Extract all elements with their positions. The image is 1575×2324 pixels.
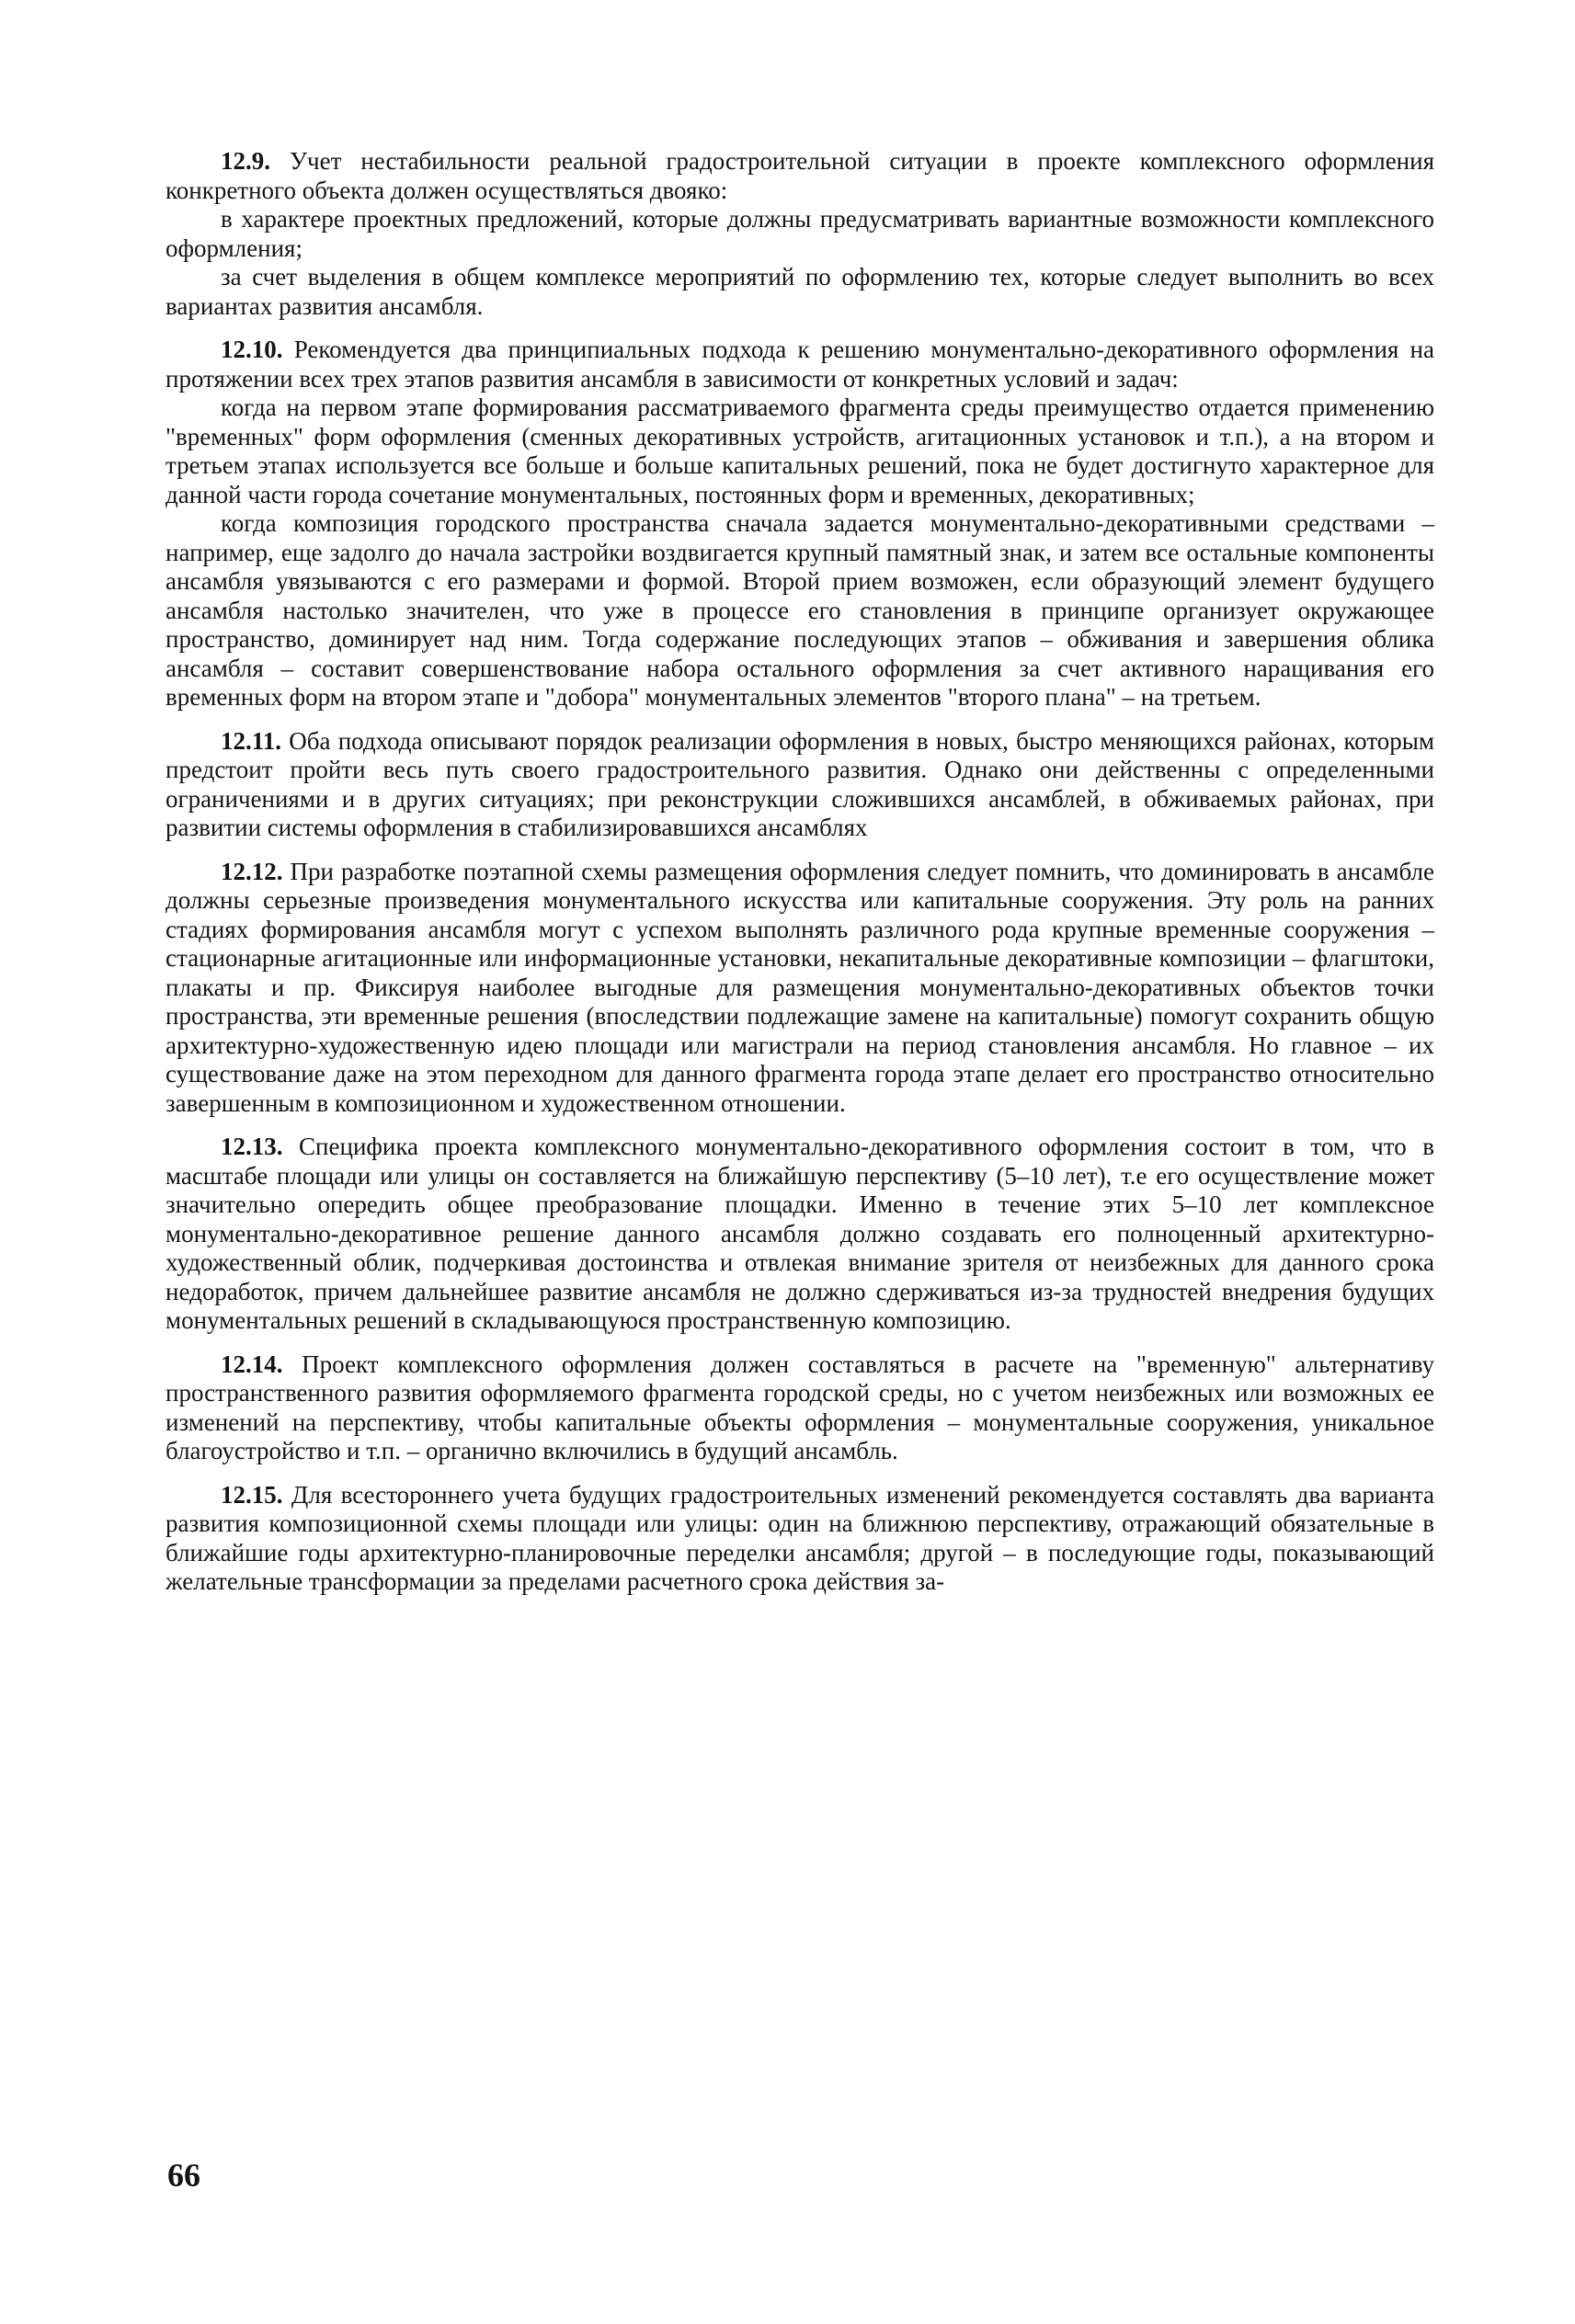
paragraph-text: когда композиция городского пространства сначала задается монументально-декоративными средствами – например, еще задолго до начала застройки воздвигается крупный памятный знак, и затем все остальные компоненты ансамбля увязываются с его размерами и формой. Второй прием возможен, если образующий элемент будущего ансамбля настолько значителен, что уже в процессе его становления в принципе организует окружающее пространство, доминирует над ним. Тогда содержание последующих этапов – обживания и завершения облика ансамбля – составит совершенствование набора остального оформления за счет активного наращивания его временных форм на втором этапе и "добора" монументальных элементов "второго плана" – на третьем. bbox=[165, 509, 1434, 711]
paragraph-12-9 bbox=[165, 147, 1434, 205]
paragraph-number: 12.15. bbox=[221, 1480, 283, 1509]
paragraph-12-10-item-1 bbox=[165, 393, 1434, 509]
document-page bbox=[165, 147, 1434, 1597]
paragraph-text: в характере проектных предложений, которые должны предусматривать вариантные возможности комплексного оформления; bbox=[165, 205, 1434, 262]
paragraph-12-10-item-2 bbox=[165, 509, 1434, 712]
paragraph-number: 12.12. bbox=[221, 857, 283, 885]
paragraph-12-13 bbox=[165, 1133, 1434, 1336]
paragraph-12-15 bbox=[165, 1481, 1434, 1597]
paragraph-number: 12.13. bbox=[221, 1133, 283, 1160]
paragraph-text: Рекомендуется два принципиальных подхода к решению монументально-декоративного оформления на протяжении всех трех этапов развития ансамбля в зависимости от конкретных условий и задач: bbox=[165, 336, 1434, 393]
page-number: 66 bbox=[167, 2157, 200, 2193]
paragraph-12-9-item-2 bbox=[165, 263, 1434, 321]
paragraph-12-12 bbox=[165, 858, 1434, 1119]
paragraph-number: 12.14. bbox=[221, 1350, 283, 1378]
paragraph-text: когда на первом этапе формирования рассматриваемого фрагмента среды преимущество отдается применению "временных" форм оформления (сменных декоративных устройств, агитационных установок и т.п.), а на втором и третьем этапах используется все больше и больше капитальных решений, пока не будет достигнуто характерное для данной части города сочетание монументальных, постоянных форм и временных, декоративных; bbox=[165, 393, 1434, 508]
paragraph-text: за счет выделения в общем комплексе мероприятий по оформлению тех, которые следует выполнить во всех вариантах развития ансамбля. bbox=[165, 263, 1434, 320]
paragraph-12-9-item-1 bbox=[165, 205, 1434, 263]
paragraph-number: 12.10. bbox=[221, 336, 283, 363]
paragraph-12-14 bbox=[165, 1350, 1434, 1466]
paragraph-text: Учет нестабильности реальной градостроительной ситуации в проекте комплексного оформления конкретного объекта должен осуществляться двояко: bbox=[165, 147, 1434, 204]
paragraph-text: Проект комплексного оформления должен составляться в расчете на "временную" альтернативу пространственного развития оформляемого фрагмента городской среды, но с учетом неизбежных или возможных ее изменений на перспективу, чтобы капитальные объекты оформления – монументальные сооружения, уникальное благоустройство и т.п. – органично включились в будущий ансамбль. bbox=[165, 1350, 1434, 1464]
paragraph-text: Специфика проекта комплексного монументально-декоративного оформления состоит в том, что в масштабе площади или улицы он составляется на ближайшую перспективу (5–10 лет), т.е его осуществление может значительно опередить общее преобразование площадки. Именно в течение этих 5–10 лет комплексное монументально-декоративное решение данного ансамбля должно создавать его полноценный архитектурно-художественный облик, подчеркивая достоинства и отвлекая внимание зрителя от неизбежных для данного срока недоработок, причем дальнейшее развитие ансамбля не должно сдерживаться из-за трудностей внедрения будущих монументальных решений в складывающуюся пространственную композицию. bbox=[165, 1133, 1435, 1334]
paragraph-number: 12.9. bbox=[221, 147, 270, 175]
paragraph-text: При разработке поэтапной схемы размещения оформления следует помнить, что доминировать в ансамбле должны серьезные произведения монументального искусства или капитальные сооружения. Эту роль на ранних стадиях формирования ансамбля могут с успехом выполнять различного рода крупные временные сооружения – стационарные агитационные или информационные установки, некапитальные декоративные композиции – флагштоки, плакаты и пр. Фиксируя наиболее выгодные для размещения монументально-декоративных объектов точки пространства, эти временные решения (впоследствии подлежащие замене на капитальные) помогут сохранить общую архитектурно-художественную идею площади или магистрали на период становления ансамбля. Но главное – их существование даже на этом переходном для данного фрагмента города этапе делает его пространство относительно завершенным в композиционном и художественном отношении. bbox=[165, 857, 1435, 1117]
paragraph-text: Оба подхода описывают порядок реализации оформления в новых, быстро меняющихся районах, которым предстоит пройти весь путь своего градостроительного развития. Однако они действенны с определенными ограничениями и в других ситуациях; при реконструкции сложившихся ансамблей, в обживаемых районах, при развитии системы оформления в стабилизировавшихся ансамблях bbox=[165, 726, 1434, 841]
paragraph-12-11 bbox=[165, 727, 1434, 843]
paragraph-12-10 bbox=[165, 336, 1434, 393]
paragraph-number: 12.11. bbox=[221, 726, 282, 755]
paragraph-text: Для всестороннего учета будущих градостроительных изменений рекомендуется составлять два варианта развития композиционной схемы площади или улицы: один на ближнюю перспективу, отражающий обязательные в ближайшие годы архитектурно-планировочные переделки ансамбля; другой – в последующие годы, показывающий желательные трансформации за пределами расчетного срока действия за- bbox=[165, 1480, 1434, 1595]
